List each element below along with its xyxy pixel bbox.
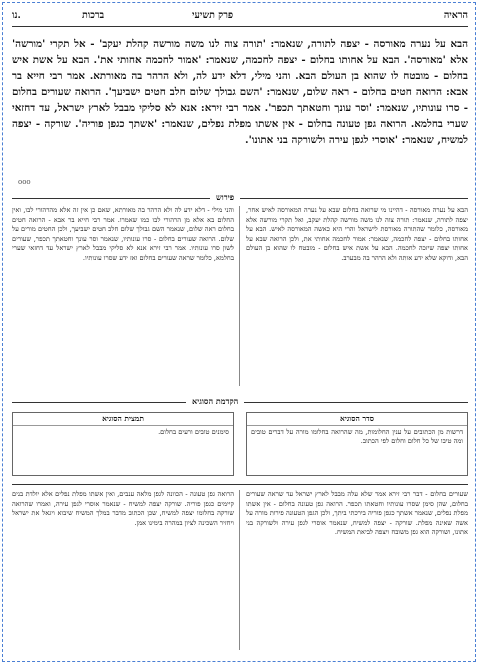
bottom-column-divider: [239, 490, 240, 650]
chapter-title: פרק תשיעי: [192, 10, 234, 21]
commentary-right-column: הבא על נערה מאורסה - דהיינו מי שרואה בחלום שבא על נערה המאורסה לאיש אחר, יצפה לתורה, שנאמר: תורה צוה לנו משה מורשה קהלת יעקב, ואל תקרי מורשה אלא מאורסה, כלומר שהתורה מאורסת לישראל והרי היא כאשה המאורסה לאיש. הבא על אחותו בחלום - יצפה לחכמה, שנאמר: אמור לחכמה אחותי את, ולכן הרואה שבא על אחותו יצפה שיזכה לחכמה. הבא על אשת איש בחלום - מובטח לו שהוא בן העולם הבא, ודוקא שלא ידע אותה ולא הרהר בה מבערב.: [246, 206, 468, 262]
page-header: [12, 10, 468, 26]
page: [12, 10, 468, 656]
topic-order-box: [246, 412, 468, 476]
tractate-title: ברכות: [82, 10, 105, 21]
intro-title: הקדמת הסוגיא: [186, 396, 244, 406]
topic-summary-box: [12, 412, 234, 476]
commentary-title: פירוש: [210, 192, 240, 202]
running-title: הראיה: [443, 10, 468, 21]
bottom-rule: [12, 484, 468, 485]
topic-order-title: סדר הסוגיא: [247, 413, 467, 426]
footnote-marker: ooo: [18, 178, 31, 186]
page-number: נו.: [12, 10, 21, 21]
commentary-left-column: והני מילי - דלא ידע לה ולא הרהר בה מאורתא, שאם כן אין זה אלא מהרהורי לבו, ואין החלום בא אלא מן הרהורי לבו כמו שאמרו. אמר רבי חייא בר אבא - הרואה חטים בחלום ראה שלום, שנאמר השם גבולך שלום חלב חטים ישביעך, ולכן החטים מורים על שלום. הרואה שעורים בחלום - סרו עונותיו, שנאמר וסר עונך וחטאתך תכפר, שעורים לשון סרו עונותיו. אמר רבי זירא אנא לא סליקי מבבל לארץ ישראל עד דחזאי שערי בחלמא, כלומר שראה שעורים בחלום ואז ידע שסרו עונותיו.: [12, 206, 234, 262]
bottom-left-column: הרואה גפן טעונה - הכוונה לגפן מלאה ענבים, ואין אשתו מפלת נפלים אלא יולדת בנים קיימים כגפן פוריה. שורקה יצפה למשיח - שנאמר אוסרי לגפן עירה, ואמרו שהרואה שורקה בחלומו יצפה למשיח, שכן הכתוב מדבר במלך המשיח שיבוא ויגאל את ישראל ויחזיר השכינה לציון במהרה בימינו אמן.: [12, 490, 234, 527]
topic-summary-title: תמצית הסוגיא: [13, 413, 233, 426]
topic-order-body: דרשות מן הכתובים על ענין החלומות, מה שהרואה בחלומו מורה על דברים טובים ומה טיבו של כל חלום וחלום לפי הכתוב.: [251, 427, 463, 446]
bottom-right-column: שעורים בחלום - דבר רבי זירא אמר שלא עלה מבבל לארץ ישראל עד שראה שעורים בחלום, שהן סימן שסרו עונותיו וחטאתו תכפר. הרואה גפן טעונה בחלום - אין אשתו מפלת נפלים, שנאמר אשתך כגפן פוריה בירכתי ביתך, ולכן הגפן הטעונה פירות מורה על אשה שאינה מפלת. שורקה - יצפה למשיח, שנאמר אוסרי לגפן עירה ולשורקה בני אתונו, ושורקה הוא גפן משובח ויצפה לביאת המשיח.: [246, 490, 468, 537]
header-rule: [12, 26, 468, 27]
column-divider: [239, 206, 240, 386]
main-text: הבא על נערה מאורסה - יצפה לתורה, שנאמר: 'תורה צוה לנו משה מורשה קהלת יעקב' - אל תקרי 'מורשה' אלא 'מאורסה'. הבא על אחותו בחלום - יצפה לחכמה, שנאמר: 'אמור לחכמה אחותי את'. הבא על אשת איש בחלום - מובטח לו שהוא בן העולם הבא. והני מילי, דלא ידע לה, ולא הרהר בה מאורתא. אמר רבי חייא בר אבא: הרואה חטים בחלום - ראה שלום, שנאמר: 'השם גבולך שלום חלב חטים ישביעך'. הרואה שעורים בחלום - סרו עונותיו, שנאמר: 'וסר עונך וחטאתך תכפר'. אמר רבי זירא: אנא לא סליקי מבבל לארץ ישראל, עד דחזאי שערי בחלמא. הרואה גפן טעונה בחלום - אין אשתו מפלת נפלים, שנאמר: 'אשתך כגפן פוריה'. שורקה - יצפה למשיח, שנאמר: 'אוסרי לגפן עירה ולשורקה בני אתונו'.: [12, 38, 468, 146]
topic-summary-body: סימנים טובים ורעים בחלום.: [158, 427, 229, 436]
